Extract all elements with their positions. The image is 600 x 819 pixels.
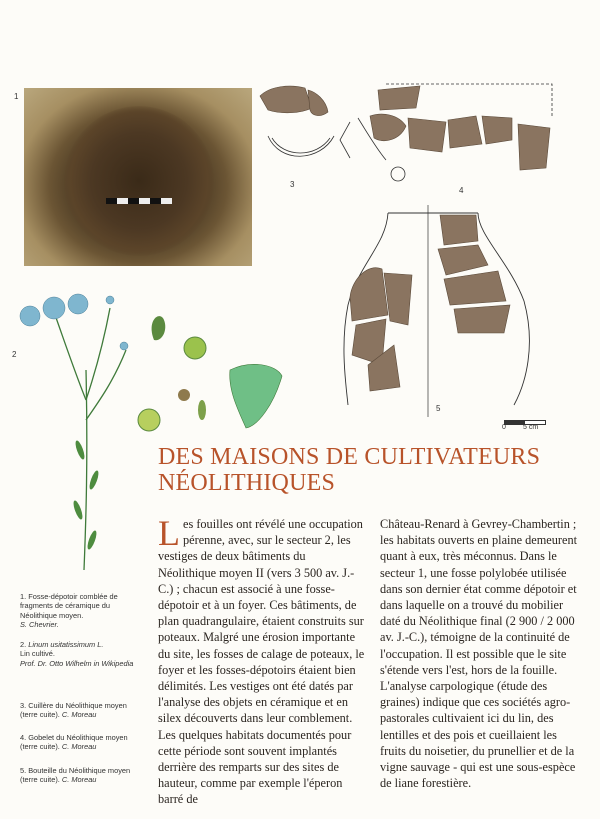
article-column-2-text: Château-Renard à Gevrey-Chambertin ; les habitats ouverts en plaine demeurent quant à eux, très méconnus. Dans le secteur 1, une fosse polylobée utilisée dans son dernier état comme dépotoir et dans laquelle on a trouvé du mobilier daté du Néolithique final (2 900 / 2 000 av. J.-C.), témoigne de la continuité de l'occupation. Il est possible que le site s'étende vers l'est, hors de la fouille. L'analyse carpologique (étude des graines) indique que ces sociétés agro-pastorales cultivaient ici du lin, des lentilles et des pois et cueillaient les fruits du noisetier, du prunellier et de la vigne sauvage - qui est une sous-espèce de liane forestière. <box>380 517 578 791</box>
pottery-spoon-goblet-drawing <box>250 78 570 188</box>
article-title-line-2: NÉOLITHIQUES <box>158 470 336 496</box>
caption-2-text: Lin cultivé. <box>20 649 55 659</box>
caption-2-latin-name: Linum usitatissimum L. <box>28 640 104 649</box>
caption-1-text: 1. Fosse-dépotoir comblée de fragments de céramique du Néolithique moyen. <box>20 592 118 620</box>
caption-5-text: 5. Bouteille du Néolithique moyen (terre cuite). <box>20 766 131 785</box>
article-title-line-1: DES MAISONS DE CULTIVATEURS <box>158 444 541 470</box>
caption-4-credit: C. Moreau <box>61 742 97 752</box>
scale-label-5cm: 5 cm <box>523 424 539 431</box>
caption-2-prefix: 2. <box>20 640 29 649</box>
scale-bar <box>106 198 172 204</box>
drop-cap: L <box>158 513 180 553</box>
article-column-2 <box>380 516 580 791</box>
caption-5-credit: C. Moreau <box>61 775 97 785</box>
pit-photograph <box>24 88 252 266</box>
article-column-1 <box>158 513 366 808</box>
figure-1-number: 1 <box>14 92 19 101</box>
scale-label-zero: 0 <box>502 424 506 431</box>
caption-3 <box>20 701 140 720</box>
caption-4-text: 4. Gobelet du Néolithique moyen (terre cuite). <box>20 733 128 752</box>
pottery-bottle-drawing <box>328 205 560 417</box>
figure-5-number: 5 <box>436 404 441 413</box>
article-column-1-text: es fouilles ont révélé une occupation pérenne, avec, sur le secteur 2, les vestiges de deux bâtiments du Néolithique moyen II (vers 3 500 av. J.-C.) ; chacun est associé à une fosse-dépotoir et à un foyer. Ces bâtiments, de plan quadrangulaire, étaient construits sur poteaux. Malgré une érosion importante du site, les fosses de calage de poteaux, le foyer et les fosses-dépotoirs étaient bien délimités. Les vestiges ont été datés par l'analyse des objets en céramique et en silex découverts dans leur comblement. Les quelques habitats documentés pour cette période sont souvent implantés derrière des remparts sur des sites de hauteur, comme par exemple l'éperon barré de <box>158 517 365 807</box>
figure-4-number: 4 <box>459 186 464 195</box>
figure-2-number: 2 <box>12 350 17 359</box>
caption-3-credit: C. Moreau <box>61 710 97 720</box>
article-title <box>158 444 568 496</box>
caption-5 <box>20 766 140 785</box>
caption-1-credit: S. Chevrier. <box>20 620 59 630</box>
caption-2-credit: Prof. Dr. Otto Wilhelm in Wikipedia <box>20 658 134 668</box>
caption-2 <box>20 640 140 668</box>
caption-3-text: 3. Cuillère du Néolithique moyen (terre cuite). <box>20 701 127 720</box>
caption-4 <box>20 733 140 752</box>
caption-1 <box>20 592 140 630</box>
figure-3-number: 3 <box>290 180 295 189</box>
